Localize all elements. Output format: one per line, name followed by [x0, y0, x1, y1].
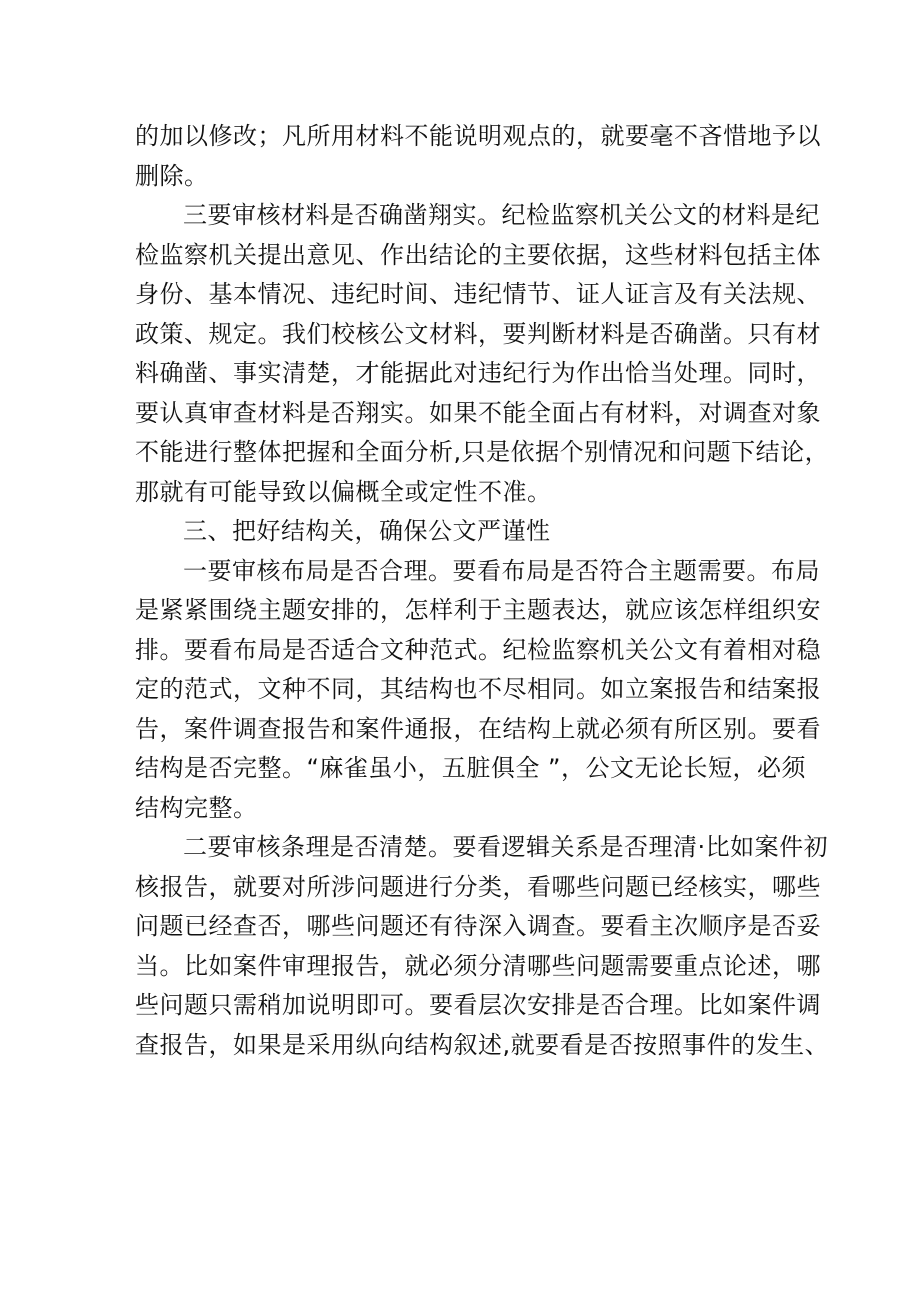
- paragraph-line: 结构完整。: [135, 793, 258, 822]
- paragraph-line: 删除。: [135, 161, 209, 190]
- paragraph-line: 些问题只需稍加说明即可。要看层次安排是否合理。比如案件调: [135, 991, 821, 1019]
- paragraph-line: 的加以修改；凡所用材料不能说明观点的，就要毫不吝惜地予以: [135, 122, 821, 150]
- paragraph-line: 政策、规定。我们校核公文材料，要判断材料是否确凿。只有材: [135, 319, 821, 348]
- document-body: [135, 117, 830, 1065]
- paragraph-line: 不能进行整体把握和全面分析,只是依据个别情况和问题下结论，: [135, 438, 830, 466]
- paragraph-line: 要认真审查材料是否翔实。如果不能全面占有材料，对调查对象: [135, 398, 821, 427]
- paragraph-line: 一要审核布局是否合理。要看布局是否符合主题需要。布局: [183, 556, 820, 585]
- section-heading: 三、把好结构关，确保公文严谨性: [183, 517, 551, 545]
- paragraph-line: 料确凿、事实清楚，才能据此对违纪行为作出恰当处理。同时，: [135, 359, 821, 387]
- paragraph-line: 问题已经查否，哪些问题还有待深入调查。要看主次顺序是否妥: [135, 912, 821, 940]
- paragraph-line: 核报告，就要对所涉问题进行分类，看哪些问题已经核实，哪些: [135, 872, 821, 901]
- paragraph-line: 排。要看布局是否适合文种范式。纪检监察机关公文有着相对稳: [135, 635, 821, 664]
- paragraph-line: 二要审核条理是否清楚。要看逻辑关系是否理清·比如案件初: [183, 833, 829, 861]
- paragraph-line: 查报告，如果是采用纵向结构叙述,就要看是否按照事件的发生、: [135, 1030, 830, 1059]
- paragraph-line: 三要审核材料是否确凿翔实。纪检监察机关公文的材料是纪: [183, 201, 820, 229]
- paragraph-line: 身份、基本情况、违纪时间、违纪情节、证人证言及有关法规、: [135, 280, 821, 308]
- paragraph-line: 检监察机关提出意见、作出结论的主要依据，这些材料包括主体: [135, 240, 821, 269]
- paragraph-line: 当。比如案件审理报告，就必须分清哪些问题需要重点论述，哪: [135, 951, 821, 980]
- paragraph-line: 结构是否完整。“麻雀虽小，五脏俱全 ”，公文无论长短，必须: [135, 754, 806, 782]
- paragraph-line: 是紧紧围绕主题安排的，怎样利于主题表达，就应该怎样组织安: [135, 596, 821, 624]
- paragraph-line: 告，案件调查报告和案件通报，在结构上就必须有所区别。要看: [135, 714, 821, 743]
- paragraph-line: 定的范式，文种不同，其结构也不尽相同。如立案报告和结案报: [135, 675, 821, 703]
- paragraph-line: 那就有可能导致以偏概全或定性不准。: [135, 477, 552, 506]
